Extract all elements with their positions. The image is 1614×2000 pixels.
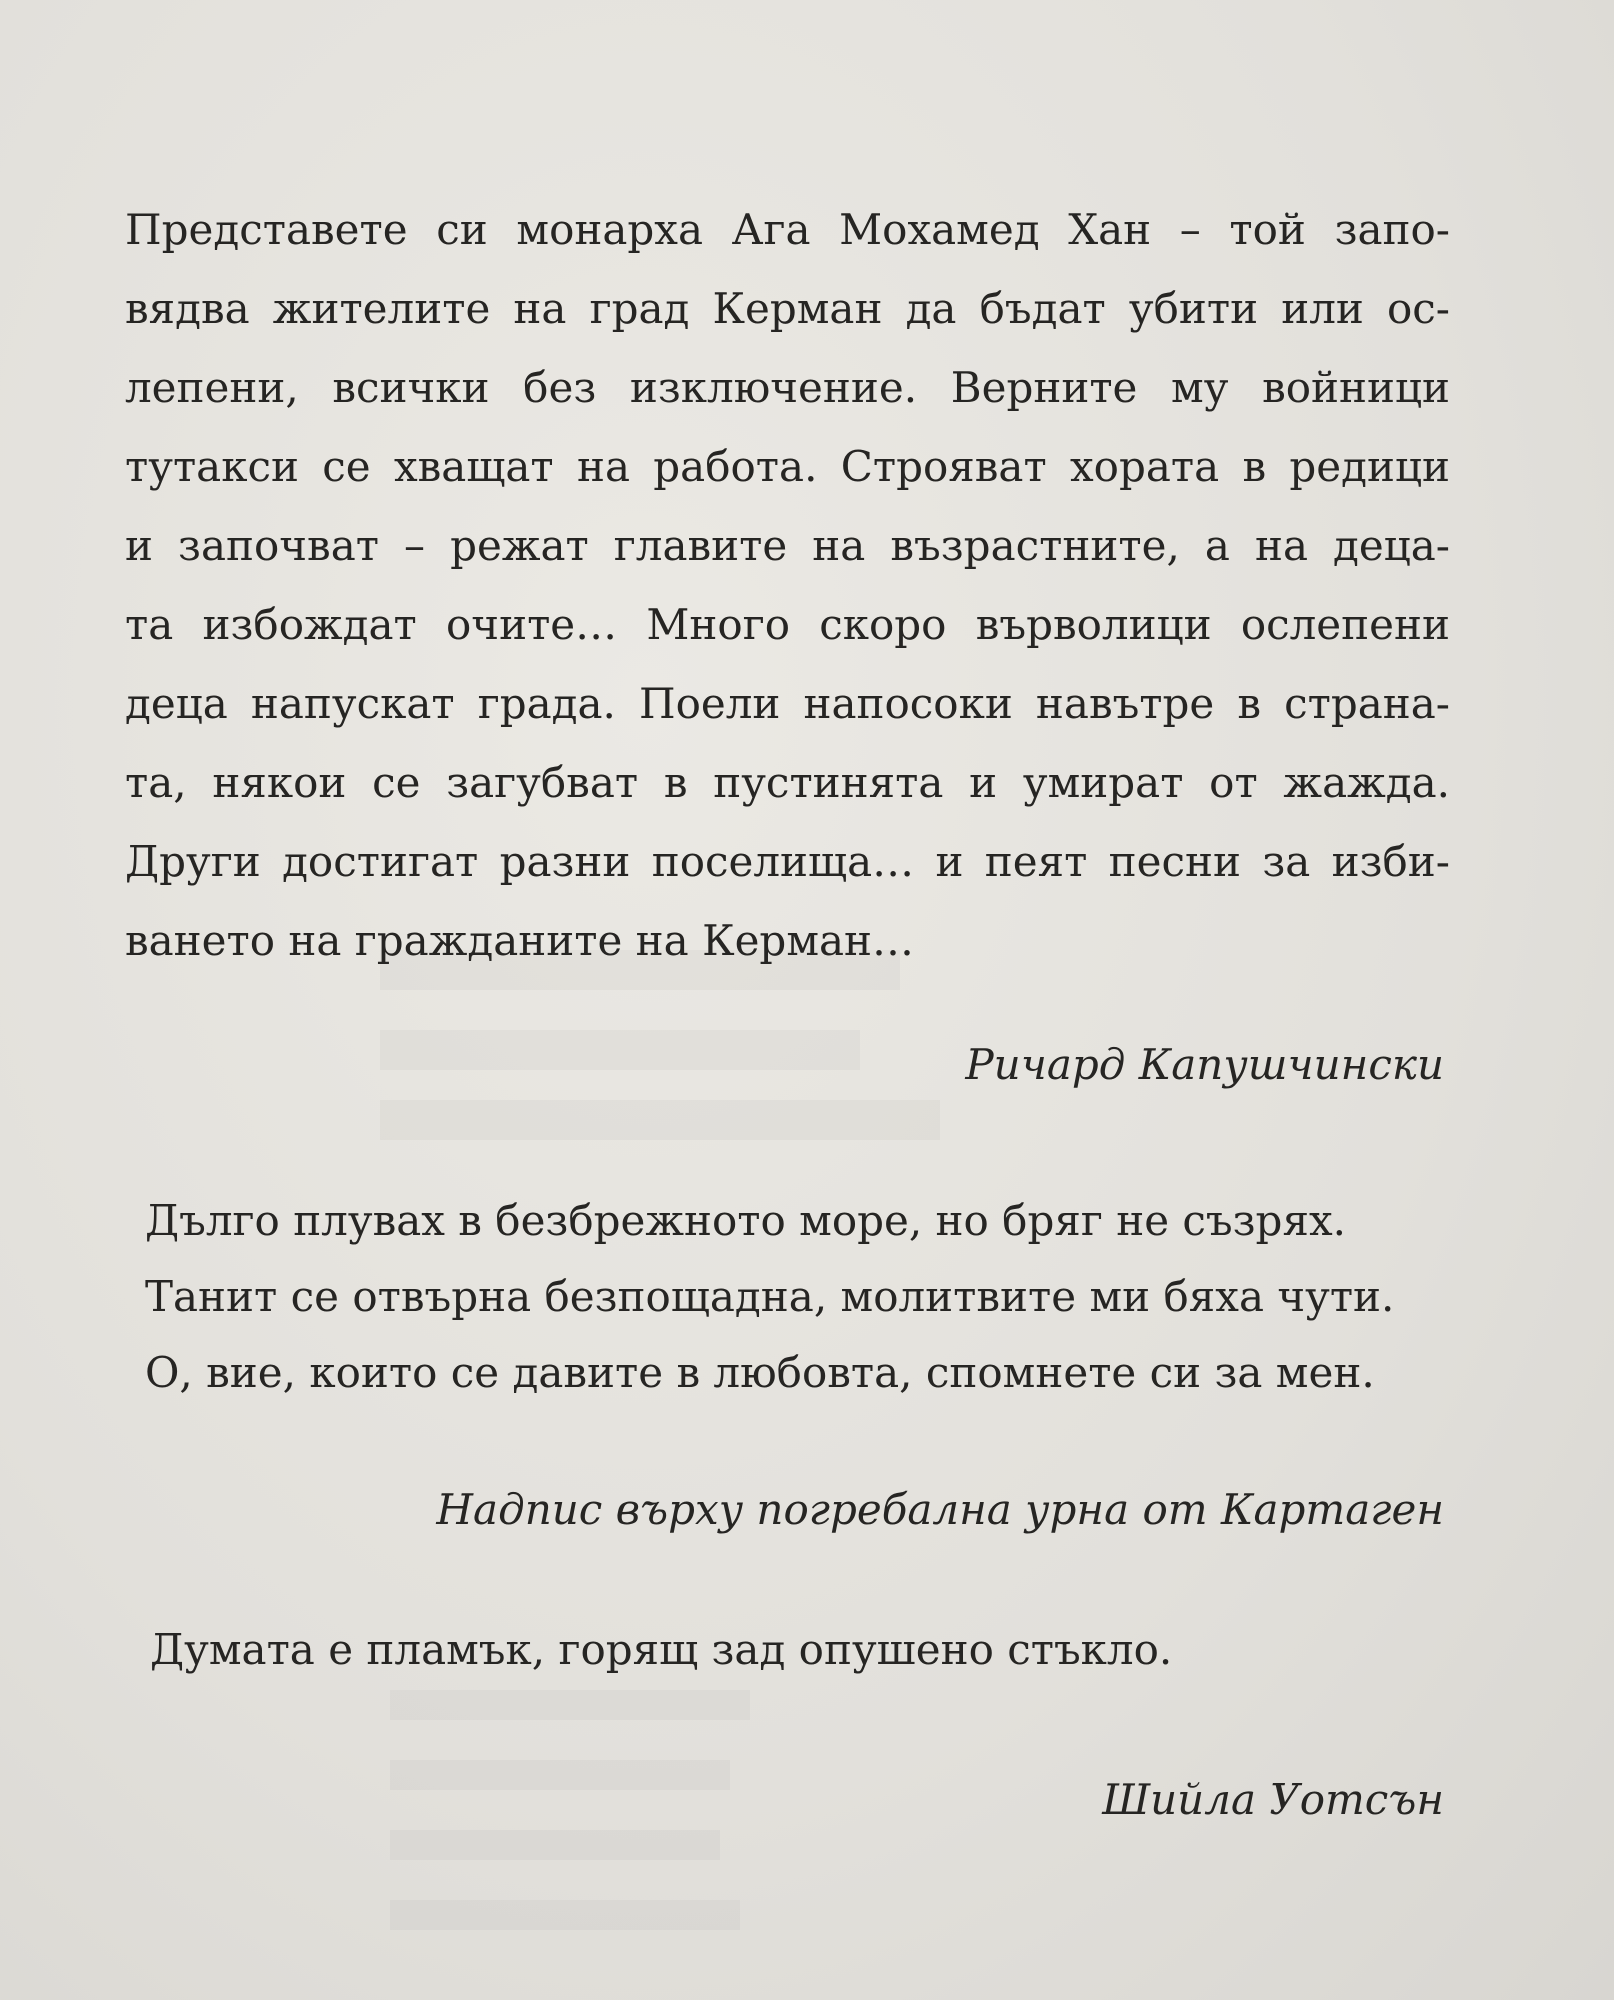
text-line: тутакси се хващат на работа. Строяват хората в редици <box>125 442 1450 491</box>
bleed-through <box>390 1690 750 1720</box>
epigraph-attribution: Надпис върху погребална урна от Картаген <box>436 1485 1444 1534</box>
text-line: ването на гражданите на Керман… <box>125 916 915 965</box>
text-line: та, някои се загубват в пустинята и умират от жажда. <box>125 758 1450 807</box>
epigraph-attribution: Шийла Уотсън <box>1102 1775 1444 1824</box>
verse-line: Танит се отвърна безпощадна, молитвите ми бяха чути. <box>145 1272 1395 1321</box>
verse-line: О, вие, които се давите в любовта, спомнете си за мен. <box>145 1348 1375 1397</box>
text-line: лепени, всички без изключение. Верните му войници <box>125 363 1450 412</box>
bleed-through <box>380 1030 860 1070</box>
bleed-through <box>390 1760 730 1790</box>
text-line: и започват – режат главите на възрастните, а на деца- <box>125 521 1450 570</box>
text-line: Представете си монарха Ага Мохамед Хан – той запо- <box>125 205 1450 254</box>
bleed-through <box>390 1830 720 1860</box>
epigraph-verse <box>145 1183 1394 1411</box>
text-line: деца напускат града. Поели напосоки навътре в страна- <box>125 679 1450 728</box>
verse-line: Дълго плувах в безбрежното море, но бряг не съзрях. <box>145 1196 1346 1245</box>
epigraph-quote: Думата е пламък, горящ зад опушено стъкло. <box>150 1625 1173 1674</box>
bleed-through <box>390 1900 740 1930</box>
epigraph-attribution: Ричард Капушчински <box>965 1040 1444 1089</box>
text-line: вядва жителите на град Керман да бъдат убити или ос- <box>125 284 1450 333</box>
bleed-through <box>380 1100 940 1140</box>
epigraph-prose <box>125 190 1450 980</box>
text-line: Други достигат разни поселища… и пеят песни за изби- <box>125 837 1450 886</box>
text-line: та избождат очите… Много скоро върволици ослепени <box>125 600 1450 649</box>
